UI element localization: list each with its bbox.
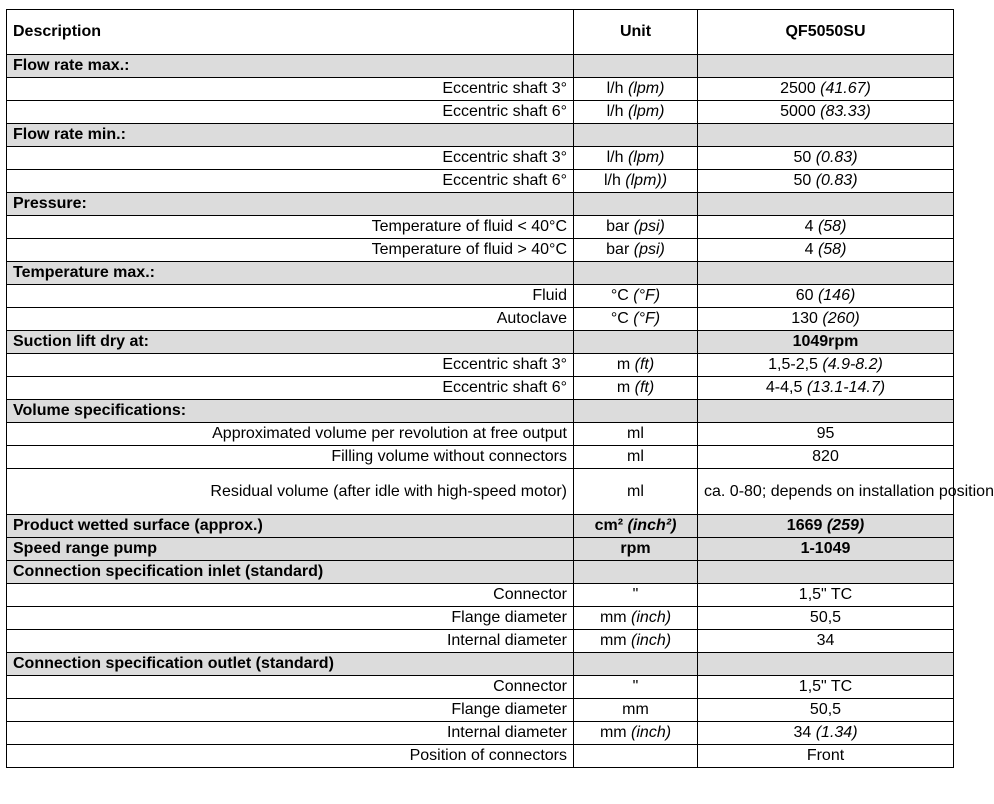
row-unit: [574, 147, 698, 170]
unit-text: ": [632, 678, 639, 695]
row-value: [698, 308, 954, 331]
value-text: 60: [795, 287, 818, 304]
row-description: Temperature of fluid < 40°C: [7, 216, 574, 239]
value-text: 4-4,5: [765, 379, 807, 396]
row-unit: [574, 55, 698, 78]
value-imperial-text: (260): [822, 310, 860, 327]
row-value: [698, 193, 954, 216]
value-imperial-text: (4.9-8.2): [822, 356, 883, 373]
value-text: 1049rpm: [792, 333, 859, 350]
section-row: [7, 515, 954, 538]
value-text: 4: [804, 241, 818, 258]
unit-text: mm: [599, 609, 632, 626]
value-text: 2500: [780, 80, 821, 97]
row-description: Eccentric shaft 6°: [7, 101, 574, 124]
unit-text: ml: [627, 425, 644, 442]
row-unit: [574, 722, 698, 745]
row-value: [698, 469, 994, 515]
table-row: [7, 446, 954, 469]
row-unit: [574, 124, 698, 147]
row-description: Eccentric shaft 6°: [7, 377, 574, 400]
table-row: [7, 354, 954, 377]
section-row: [7, 400, 954, 423]
value-text: 50,5: [809, 609, 842, 626]
value-imperial-text: (259): [826, 517, 865, 534]
unit-imperial-text: (inch²): [627, 517, 677, 534]
row-unit: [574, 170, 698, 193]
row-description: Internal diameter: [7, 722, 574, 745]
row-unit: [574, 469, 698, 515]
unit-imperial-text: (ft): [634, 356, 655, 373]
table-row: [7, 584, 954, 607]
unit-text: °C: [610, 310, 634, 327]
section-label: Temperature max.:: [7, 262, 574, 285]
row-value: [698, 170, 954, 193]
row-unit: [574, 561, 698, 584]
table-row: [7, 699, 954, 722]
table-row: [7, 308, 954, 331]
row-value: [698, 515, 954, 538]
row-value: [698, 377, 954, 400]
row-value: [698, 101, 954, 124]
row-value: [698, 331, 954, 354]
section-label: Speed range pump: [7, 538, 574, 561]
unit-text: cm²: [594, 517, 628, 534]
section-label: Connection specification inlet (standard): [7, 561, 574, 584]
unit-text: l/h: [606, 80, 628, 97]
row-unit: [574, 216, 698, 239]
row-unit: [574, 538, 698, 561]
value-text: 820: [812, 448, 839, 465]
unit-text: ": [632, 586, 639, 603]
value-text: Front: [806, 747, 845, 764]
spec-body: [7, 55, 994, 768]
row-description: Eccentric shaft 3°: [7, 354, 574, 377]
row-value: [698, 561, 954, 584]
unit-text: m: [616, 379, 635, 396]
unit-imperial-text: (inch): [631, 609, 672, 626]
unit-text: l/h: [606, 103, 628, 120]
section-row: [7, 55, 954, 78]
table-row: [7, 469, 954, 515]
unit-imperial-text: (inch): [631, 632, 672, 649]
row-unit: [574, 239, 698, 262]
row-description: Flange diameter: [7, 607, 574, 630]
row-value: [698, 216, 954, 239]
unit-imperial-text: (lpm): [627, 103, 665, 120]
row-unit: [574, 262, 698, 285]
value-text: 34: [816, 632, 835, 649]
table-row: [7, 745, 954, 768]
row-unit: [574, 607, 698, 630]
row-value: [698, 607, 954, 630]
unit-text: bar: [606, 218, 634, 235]
unit-text: mm: [599, 632, 632, 649]
unit-imperial-text: (lpm): [627, 80, 665, 97]
value-text: 95: [816, 425, 835, 442]
value-imperial-text: (13.1-14.7): [806, 379, 886, 396]
row-description: Connector: [7, 584, 574, 607]
row-value: [698, 722, 954, 745]
row-value: [698, 262, 954, 285]
section-label: Product wetted surface (approx.): [7, 515, 574, 538]
section-row: [7, 538, 954, 561]
row-value: [698, 354, 954, 377]
row-description: Approximated volume per revolution at free output: [7, 423, 574, 446]
unit-text: ml: [627, 482, 644, 500]
row-unit: [574, 699, 698, 722]
row-value: [698, 239, 954, 262]
value-text: 1-1049: [800, 540, 851, 557]
value-imperial-text: (0.83): [815, 149, 858, 166]
value-text: 130: [791, 310, 823, 327]
row-value: [698, 653, 954, 676]
table-row: [7, 676, 954, 699]
value-imperial-text: (1.34): [815, 724, 858, 741]
section-label: Suction lift dry at:: [7, 331, 574, 354]
unit-imperial-text: (psi): [633, 218, 665, 235]
header-row: [7, 10, 954, 55]
row-unit: [574, 377, 698, 400]
row-unit: [574, 745, 698, 768]
section-label: Connection specification outlet (standard): [7, 653, 574, 676]
header-description: Description: [7, 10, 574, 55]
table-row: [7, 239, 954, 262]
row-value: [698, 285, 954, 308]
unit-text: °C: [610, 287, 634, 304]
row-unit: [574, 400, 698, 423]
row-value: [698, 676, 954, 699]
row-unit: [574, 101, 698, 124]
unit-text: l/h: [603, 172, 626, 189]
row-description: Residual volume (after idle with high-speed motor): [7, 469, 574, 515]
value-text: 4: [804, 218, 818, 235]
unit-text: rpm: [620, 540, 651, 557]
unit-imperial-text: (lpm): [627, 149, 665, 166]
row-description: Eccentric shaft 3°: [7, 78, 574, 101]
row-description: Eccentric shaft 3°: [7, 147, 574, 170]
unit-text: mm: [599, 724, 632, 741]
unit-imperial-text: (lpm)): [625, 172, 668, 189]
value-text: 1,5" TC: [798, 678, 853, 695]
row-unit: [574, 354, 698, 377]
row-unit: [574, 676, 698, 699]
row-value: [698, 699, 954, 722]
section-label: Pressure:: [7, 193, 574, 216]
unit-imperial-text: (°F): [633, 287, 661, 304]
row-description: Eccentric shaft 6°: [7, 170, 574, 193]
row-value: [698, 584, 954, 607]
value-text: 1,5" TC: [798, 586, 853, 603]
value-imperial-text: (0.83): [815, 172, 858, 189]
row-description: Autoclave: [7, 308, 574, 331]
row-description: Filling volume without connectors: [7, 446, 574, 469]
header-unit: Unit: [574, 10, 698, 55]
value-text: 1,5-2,5: [768, 356, 823, 373]
value-text: 34: [793, 724, 816, 741]
table-row: [7, 377, 954, 400]
unit-imperial-text: (°F): [633, 310, 661, 327]
row-value: [698, 400, 954, 423]
row-value: [698, 446, 954, 469]
value-imperial-text: (146): [817, 287, 856, 304]
unit-text: bar: [606, 241, 634, 258]
row-unit: [574, 331, 698, 354]
row-value: [698, 538, 954, 561]
row-value: [698, 55, 954, 78]
section-row: [7, 653, 954, 676]
unit-imperial-text: (psi): [633, 241, 665, 258]
unit-imperial-text: (inch): [631, 724, 672, 741]
row-unit: [574, 193, 698, 216]
unit-text: mm: [622, 701, 649, 718]
section-label: Flow rate max.:: [7, 55, 574, 78]
row-description: Temperature of fluid > 40°C: [7, 239, 574, 262]
value-text: 50,5: [809, 701, 842, 718]
row-description: Flange diameter: [7, 699, 574, 722]
section-row: [7, 561, 954, 584]
value-imperial-text: (83.33): [820, 103, 871, 120]
row-description: Fluid: [7, 285, 574, 308]
table-row: [7, 423, 954, 446]
value-imperial-text: (41.67): [820, 80, 871, 97]
unit-imperial-text: (ft): [634, 379, 655, 396]
table-row: [7, 101, 954, 124]
value-text: 50: [793, 172, 816, 189]
value-text: 5000: [780, 103, 821, 120]
section-row: [7, 262, 954, 285]
row-unit: [574, 423, 698, 446]
value-imperial-text: (58): [817, 218, 847, 235]
row-description: Internal diameter: [7, 630, 574, 653]
unit-text: l/h: [606, 149, 628, 166]
table-row: [7, 216, 954, 239]
table-row: [7, 170, 954, 193]
row-unit: [574, 446, 698, 469]
value-text: ca. 0-80; depends on installation position: [704, 482, 994, 500]
spec-table: [6, 9, 994, 768]
table-row: [7, 147, 954, 170]
row-description: Position of connectors: [7, 745, 574, 768]
table-row: [7, 607, 954, 630]
row-unit: [574, 630, 698, 653]
table-row: [7, 78, 954, 101]
row-value: [698, 630, 954, 653]
row-value: [698, 78, 954, 101]
value-text: 1669: [786, 517, 827, 534]
section-label: Flow rate min.:: [7, 124, 574, 147]
value-imperial-text: (58): [817, 241, 847, 258]
row-unit: [574, 515, 698, 538]
table-row: [7, 285, 954, 308]
unit-text: m: [616, 356, 635, 373]
row-unit: [574, 584, 698, 607]
section-row: [7, 193, 954, 216]
row-value: [698, 147, 954, 170]
section-row: [7, 331, 954, 354]
unit-text: ml: [627, 448, 644, 465]
value-text: 50: [793, 149, 816, 166]
header-model: QF5050SU: [698, 10, 954, 55]
row-value: [698, 745, 954, 768]
row-unit: [574, 285, 698, 308]
table-row: [7, 630, 954, 653]
row-value: [698, 423, 954, 446]
row-unit: [574, 78, 698, 101]
row-unit: [574, 653, 698, 676]
table-row: [7, 722, 954, 745]
row-value: [698, 124, 954, 147]
section-row: [7, 124, 954, 147]
row-description: Connector: [7, 676, 574, 699]
section-label: Volume specifications:: [7, 400, 574, 423]
row-unit: [574, 308, 698, 331]
